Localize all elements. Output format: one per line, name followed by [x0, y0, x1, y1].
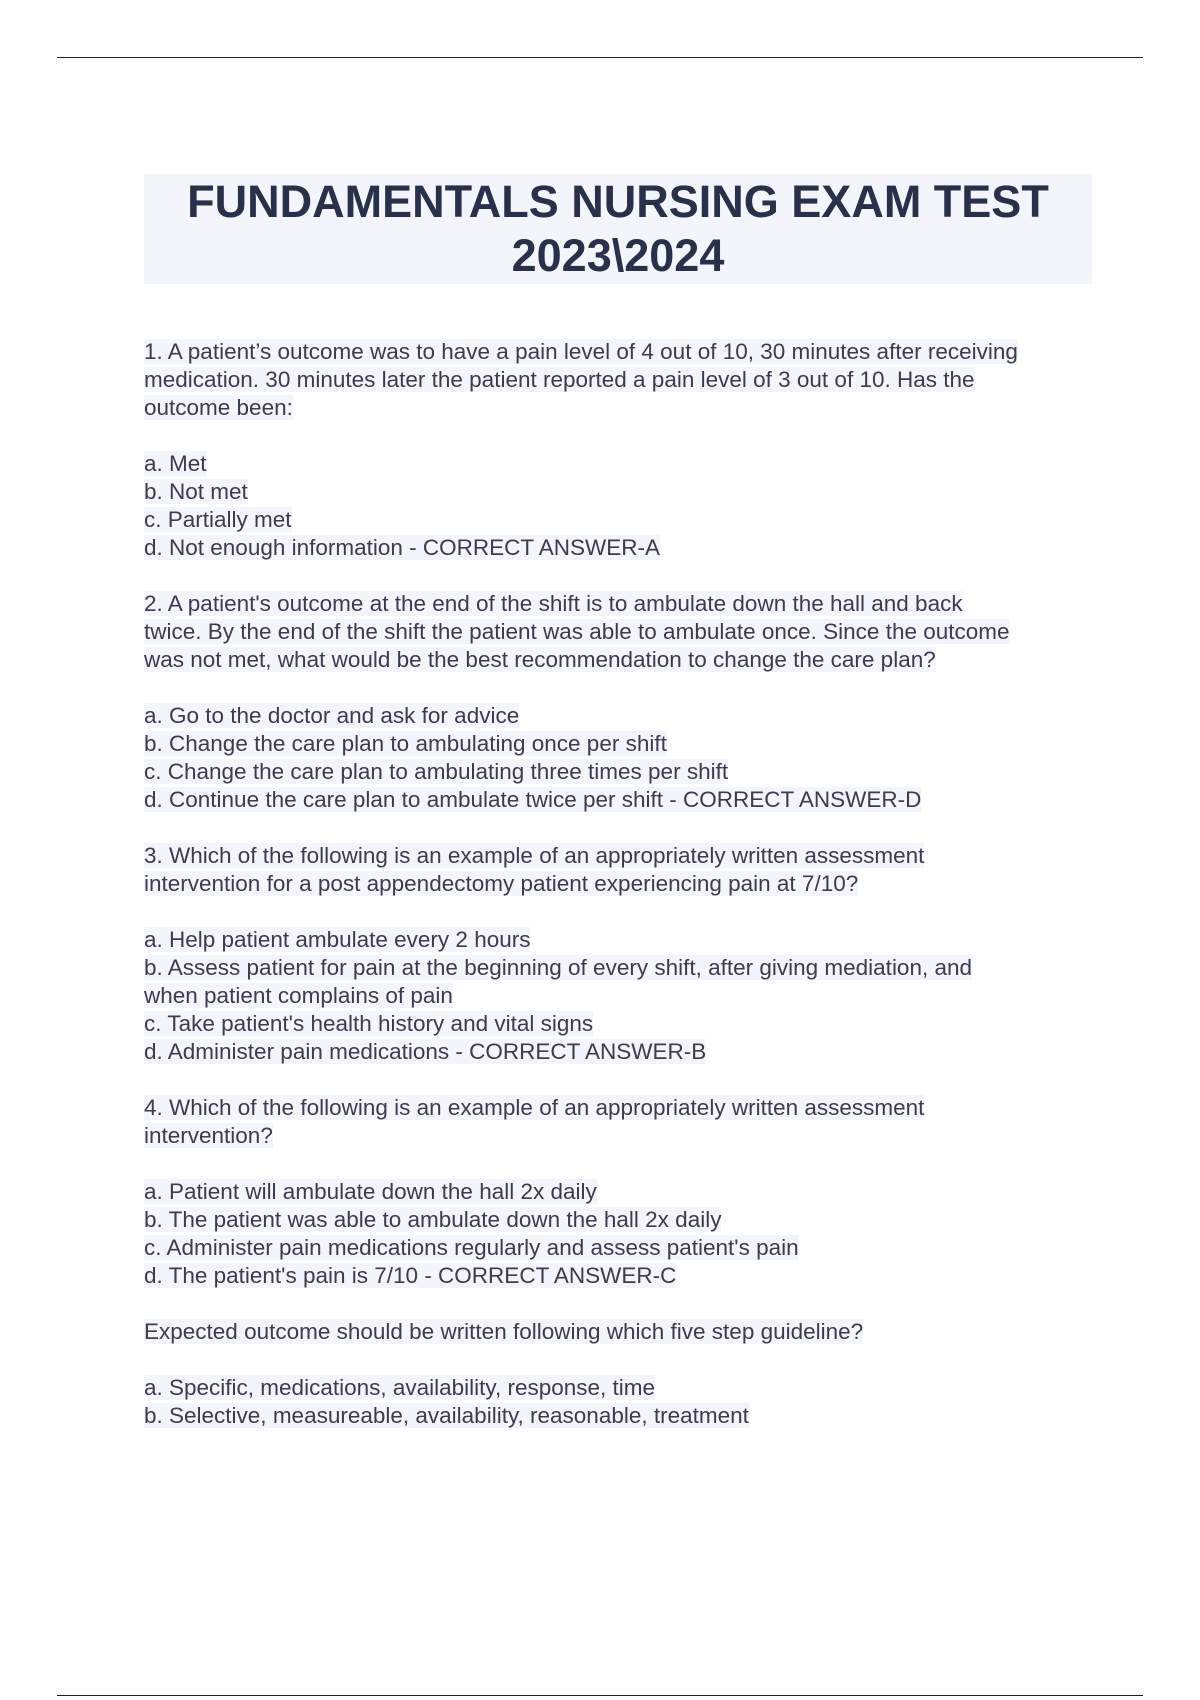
answer-option: a. Specific, medications, availability, response, time [144, 1375, 656, 1400]
question-3 [144, 842, 1104, 1066]
question-1 [144, 338, 1104, 562]
question-stem-line: medication. 30 minutes later the patient reported a pain level of 3 out of 10. Has the [144, 367, 975, 392]
question-5 [144, 1318, 1104, 1430]
answer-option: a. Patient will ambulate down the hall 2x daily [144, 1179, 597, 1204]
question-stem-line: intervention for a post appendectomy patient experiencing pain at 7/10? [144, 871, 859, 896]
answer-option: a. Go to the doctor and ask for advice [144, 703, 520, 728]
answer-option: b. The patient was able to ambulate down the hall 2x daily [144, 1207, 722, 1232]
answer-option: b. Not met [144, 479, 248, 504]
page-title [187, 175, 1049, 283]
bottom-rule [57, 1695, 1143, 1696]
answer-option: b. Change the care plan to ambulating once per shift [144, 731, 667, 756]
answer-option: b. Selective, measureable, availability, reasonable, treatment [144, 1403, 749, 1428]
question-stem-line: outcome been: [144, 395, 293, 420]
question-stem-line: was not met, what would be the best recommendation to change the care plan? [144, 647, 936, 672]
answer-option: a. Help patient ambulate every 2 hours [144, 927, 531, 952]
question-stem-line: twice. By the end of the shift the patient was able to ambulate once. Since the outcome [144, 619, 1010, 644]
answer-option-with-correct-answer: d. The patient's pain is 7/10 - CORRECT ANSWER-C [144, 1263, 677, 1288]
answer-option: a. Met [144, 451, 207, 476]
answer-option: c. Administer pain medications regularly and assess patient's pain [144, 1235, 799, 1260]
question-stem-line: 1. A patient’s outcome was to have a pain level of 4 out of 10, 30 minutes after receiving [144, 339, 1018, 364]
question-stem-line: intervention? [144, 1123, 273, 1148]
title-line: FUNDAMENTALS NURSING EXAM TEST [187, 176, 1049, 227]
question-list [144, 338, 1104, 1430]
answer-option-continued: when patient complains of pain [144, 983, 453, 1008]
answer-option-with-correct-answer: d. Administer pain medications - CORRECT ANSWER-B [144, 1039, 707, 1064]
title-line: 2023\2024 [511, 230, 725, 281]
answer-option: c. Take patient's health history and vital signs [144, 1011, 594, 1036]
answer-option: c. Change the care plan to ambulating three times per shift [144, 759, 729, 784]
question-stem-line: 2. A patient's outcome at the end of the shift is to ambulate down the hall and back [144, 591, 963, 616]
answer-option-with-correct-answer: d. Not enough information - CORRECT ANSWER-A [144, 535, 661, 560]
question-stem-line: 3. Which of the following is an example of an appropriately written assessment [144, 843, 925, 868]
question-stem-line: 4. Which of the following is an example of an appropriately written assessment [144, 1095, 925, 1120]
question-2 [144, 590, 1104, 814]
top-rule [57, 57, 1143, 58]
question-stem-line: Expected outcome should be written following which five step guideline? [144, 1319, 864, 1344]
answer-option-with-correct-answer: d. Continue the care plan to ambulate twice per shift - CORRECT ANSWER-D [144, 787, 922, 812]
title-banner [144, 174, 1092, 284]
answer-option: c. Partially met [144, 507, 292, 532]
question-4 [144, 1094, 1104, 1290]
answer-option: b. Assess patient for pain at the beginning of every shift, after giving mediation, and [144, 955, 973, 980]
